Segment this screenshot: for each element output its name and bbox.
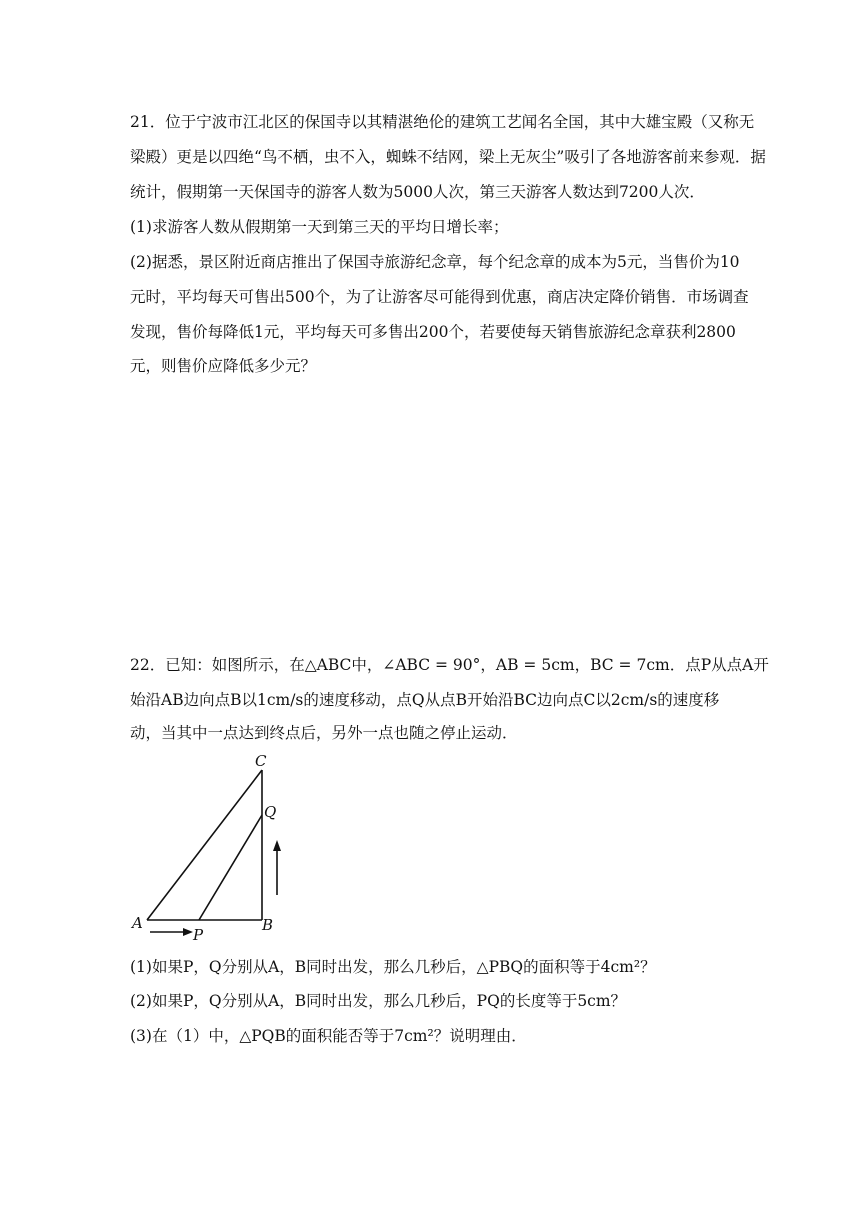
q22-line-3: 动，当其中一点达到终点后，另外一点也随之停止运动． — [130, 724, 518, 742]
q21-line-8: 元，则售价应降低多少元？ — [130, 357, 317, 375]
label-a: A — [132, 914, 143, 932]
arrow-right-icon — [150, 928, 193, 936]
q21-line-4: (1)求游客人数从假期第一天到第三天的平均日增长率； — [130, 218, 509, 236]
q21-line-5: (2)据悉，景区附近商店推出了保国寺旅游纪念章，每个纪念章的成本为5元，当售价为10 — [130, 253, 740, 271]
q21-line-7: 发现，售价每降低1元，平均每天可多售出200个，若要使每天销售旅游纪念章获利2800 — [130, 323, 736, 341]
label-b: B — [262, 916, 274, 934]
label-c: C — [255, 752, 267, 770]
q21-line-3: 统计，假期第一天保国寺的游客人数为5000人次，第三天游客人数达到7200人次． — [130, 183, 705, 201]
q21-line-2: 梁殿）更是以四绝“鸟不栖，虫不入，蜘蛛不结网，梁上无灰尘”吸引了各地游客前来参观．据 — [130, 148, 766, 166]
triangle-figure — [120, 745, 300, 945]
label-p: P — [193, 926, 204, 944]
q22-sub-2: (2)如果P，Q分别从A，B同时出发，那么几秒后，PQ的长度等于5cm？ — [130, 992, 627, 1010]
q21-line-1: 21．位于宁波市江北区的保国寺以其精湛绝伦的建筑工艺闻名全国，其中大雄宝殿（又称无 — [130, 113, 755, 131]
q21-line-6: 元时，平均每天可售出500个，为了让游客尽可能得到优惠，商店决定降价销售．市场调查 — [130, 288, 749, 306]
q22-sub-3: (3)在（1）中，△PQB的面积能否等于7cm²？说明理由． — [130, 1027, 527, 1045]
arrow-up-icon — [273, 840, 281, 895]
segment-pq — [199, 815, 262, 920]
q22-line-2: 始沿AB边向点B以1cm/s的速度移动，点Q从点B开始沿BC边向点C以2cm/s的速度移 — [130, 691, 720, 709]
q22-sub-1: (1)如果P，Q分别从A，B同时出发，那么几秒后，△PBQ的面积等于4cm²？ — [130, 958, 656, 976]
label-q: Q — [264, 803, 277, 821]
q22-line-1: 22．已知：如图所示，在△ABC中，∠ABC = 90°，AB = 5cm，BC = 7cm．点P从点A开 — [130, 656, 769, 674]
